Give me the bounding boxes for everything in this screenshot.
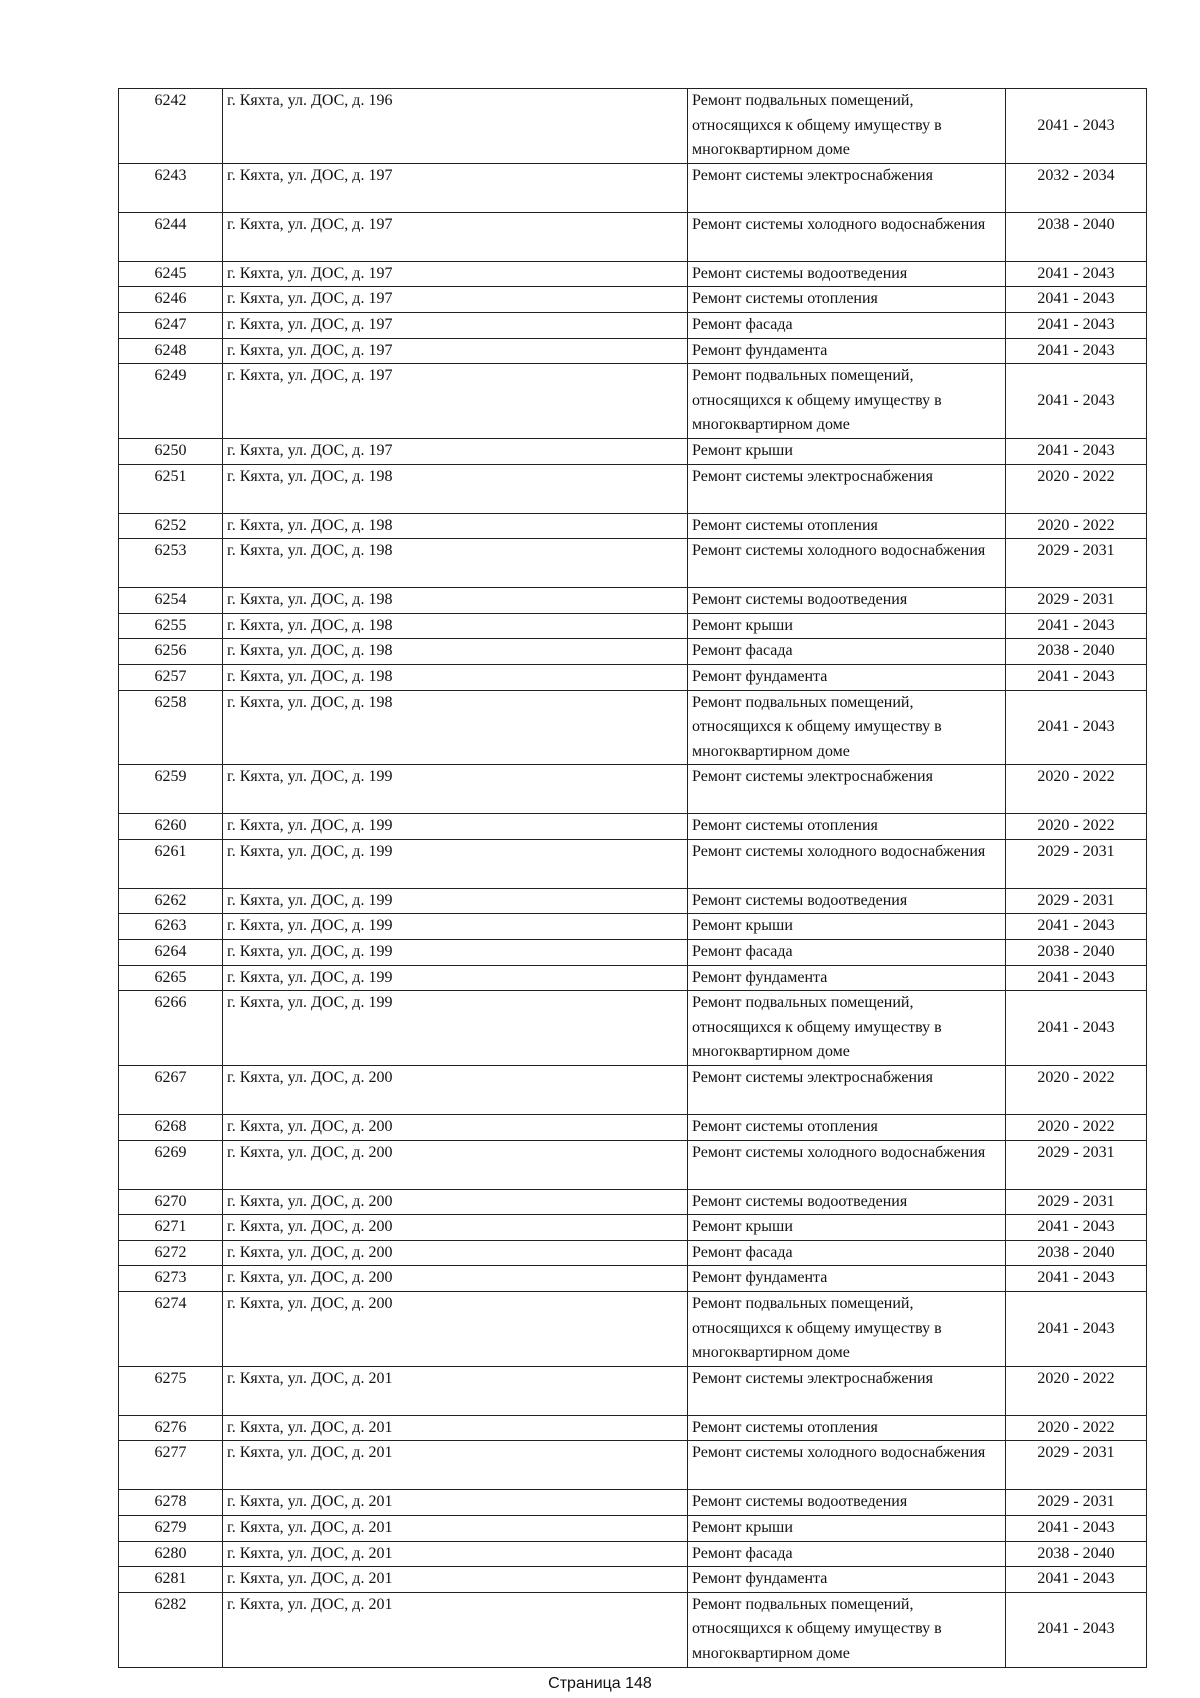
row-number: 6259 [119, 765, 223, 814]
table-row [119, 1140, 1147, 1189]
period-cell: 2020 - 2022 [1006, 1366, 1147, 1415]
period-cell: 2032 - 2034 [1006, 163, 1147, 212]
period-cell: 2029 - 2031 [1006, 1441, 1147, 1490]
table-row [119, 991, 1147, 1066]
period-cell: 2041 - 2043 [1006, 1292, 1147, 1367]
table-row [119, 1066, 1147, 1115]
row-number: 6247 [119, 312, 223, 338]
address-cell: г. Кяхта, ул. ДОС, д. 197 [223, 287, 688, 313]
address-cell: г. Кяхта, ул. ДОС, д. 200 [223, 1266, 688, 1292]
address-cell: г. Кяхта, ул. ДОС, д. 197 [223, 163, 688, 212]
row-number: 6264 [119, 940, 223, 966]
table-row [119, 212, 1147, 261]
table-row [119, 1366, 1147, 1415]
table-row [119, 690, 1147, 765]
table-row [119, 914, 1147, 940]
work-type-cell: Ремонт фасада [688, 1541, 1006, 1567]
row-number: 6277 [119, 1441, 223, 1490]
table-row [119, 965, 1147, 991]
row-number: 6278 [119, 1490, 223, 1516]
work-type-cell: Ремонт системы холодного водоснабжения [688, 839, 1006, 888]
period-cell: 2029 - 2031 [1006, 839, 1147, 888]
table-row [119, 163, 1147, 212]
table-row [119, 89, 1147, 164]
row-number: 6253 [119, 539, 223, 588]
row-number: 6256 [119, 639, 223, 665]
address-cell: г. Кяхта, ул. ДОС, д. 199 [223, 765, 688, 814]
work-type-cell: Ремонт системы холодного водоснабжения [688, 1140, 1006, 1189]
work-type-cell: Ремонт системы электроснабжения [688, 765, 1006, 814]
table-row [119, 613, 1147, 639]
table-row [119, 1292, 1147, 1367]
address-cell: г. Кяхта, ул. ДОС, д. 200 [223, 1240, 688, 1266]
period-cell: 2029 - 2031 [1006, 888, 1147, 914]
address-cell: г. Кяхта, ул. ДОС, д. 199 [223, 888, 688, 914]
period-cell: 2041 - 2043 [1006, 261, 1147, 287]
page-number: Страница 148 [548, 1675, 652, 1692]
address-cell: г. Кяхта, ул. ДОС, д. 198 [223, 539, 688, 588]
period-cell: 2041 - 2043 [1006, 965, 1147, 991]
work-type-cell: Ремонт системы электроснабжения [688, 464, 1006, 513]
table-row [119, 1115, 1147, 1141]
table-row [119, 364, 1147, 439]
period-cell: 2041 - 2043 [1006, 1266, 1147, 1292]
work-type-cell: Ремонт крыши [688, 914, 1006, 940]
work-type-cell: Ремонт системы водоотведения [688, 588, 1006, 614]
address-cell: г. Кяхта, ул. ДОС, д. 197 [223, 338, 688, 364]
period-cell: 2041 - 2043 [1006, 287, 1147, 313]
work-type-cell: Ремонт крыши [688, 1215, 1006, 1241]
address-cell: г. Кяхта, ул. ДОС, д. 200 [223, 1115, 688, 1141]
address-cell: г. Кяхта, ул. ДОС, д. 198 [223, 613, 688, 639]
work-type-cell: Ремонт системы холодного водоснабжения [688, 1441, 1006, 1490]
row-number: 6243 [119, 163, 223, 212]
row-number: 6276 [119, 1415, 223, 1441]
period-cell: 2038 - 2040 [1006, 1240, 1147, 1266]
row-number: 6249 [119, 364, 223, 439]
table-row [119, 1240, 1147, 1266]
row-number: 6261 [119, 839, 223, 888]
period-cell: 2041 - 2043 [1006, 338, 1147, 364]
work-type-cell: Ремонт крыши [688, 438, 1006, 464]
row-number: 6279 [119, 1515, 223, 1541]
row-number: 6246 [119, 287, 223, 313]
period-cell: 2041 - 2043 [1006, 438, 1147, 464]
address-cell: г. Кяхта, ул. ДОС, д. 198 [223, 690, 688, 765]
work-type-cell: Ремонт системы водоотведения [688, 888, 1006, 914]
period-cell: 2041 - 2043 [1006, 1567, 1147, 1593]
period-cell: 2020 - 2022 [1006, 814, 1147, 840]
period-cell: 2041 - 2043 [1006, 1515, 1147, 1541]
row-number: 6245 [119, 261, 223, 287]
row-number: 6254 [119, 588, 223, 614]
table-row [119, 1515, 1147, 1541]
table-row [119, 261, 1147, 287]
work-type-cell: Ремонт фундамента [688, 1567, 1006, 1593]
row-number: 6265 [119, 965, 223, 991]
period-cell: 2041 - 2043 [1006, 312, 1147, 338]
row-number: 6281 [119, 1567, 223, 1593]
period-cell: 2041 - 2043 [1006, 364, 1147, 439]
address-cell: г. Кяхта, ул. ДОС, д. 198 [223, 464, 688, 513]
work-type-cell: Ремонт подвальных помещений, относящихся к общему имуществу в многоквартирном доме [688, 1592, 1006, 1667]
period-cell: 2020 - 2022 [1006, 765, 1147, 814]
address-cell: г. Кяхта, ул. ДОС, д. 199 [223, 839, 688, 888]
row-number: 6272 [119, 1240, 223, 1266]
work-type-cell: Ремонт системы отопления [688, 287, 1006, 313]
table-row [119, 287, 1147, 313]
address-cell: г. Кяхта, ул. ДОС, д. 199 [223, 914, 688, 940]
table-row [119, 1266, 1147, 1292]
address-cell: г. Кяхта, ул. ДОС, д. 201 [223, 1366, 688, 1415]
address-cell: г. Кяхта, ул. ДОС, д. 201 [223, 1541, 688, 1567]
address-cell: г. Кяхта, ул. ДОС, д. 200 [223, 1215, 688, 1241]
address-cell: г. Кяхта, ул. ДОС, д. 200 [223, 1140, 688, 1189]
period-cell: 2041 - 2043 [1006, 89, 1147, 164]
address-cell: г. Кяхта, ул. ДОС, д. 201 [223, 1592, 688, 1667]
work-type-cell: Ремонт фундамента [688, 1266, 1006, 1292]
work-type-cell: Ремонт системы холодного водоснабжения [688, 539, 1006, 588]
address-cell: г. Кяхта, ул. ДОС, д. 199 [223, 991, 688, 1066]
table-row [119, 513, 1147, 539]
period-cell: 2020 - 2022 [1006, 464, 1147, 513]
table-row [119, 765, 1147, 814]
table-row [119, 888, 1147, 914]
work-type-cell: Ремонт фундамента [688, 338, 1006, 364]
address-cell: г. Кяхта, ул. ДОС, д. 201 [223, 1415, 688, 1441]
table-row [119, 1415, 1147, 1441]
work-type-cell: Ремонт крыши [688, 613, 1006, 639]
row-number: 6271 [119, 1215, 223, 1241]
row-number: 6244 [119, 212, 223, 261]
table-row [119, 464, 1147, 513]
work-type-cell: Ремонт системы отопления [688, 1115, 1006, 1141]
work-type-cell: Ремонт системы отопления [688, 1415, 1006, 1441]
row-number: 6250 [119, 438, 223, 464]
period-cell: 2041 - 2043 [1006, 613, 1147, 639]
address-cell: г. Кяхта, ул. ДОС, д. 201 [223, 1515, 688, 1541]
work-type-cell: Ремонт фасада [688, 639, 1006, 665]
row-number: 6270 [119, 1189, 223, 1215]
work-type-cell: Ремонт системы электроснабжения [688, 1366, 1006, 1415]
period-cell: 2029 - 2031 [1006, 1140, 1147, 1189]
address-cell: г. Кяхта, ул. ДОС, д. 200 [223, 1189, 688, 1215]
work-type-cell: Ремонт системы отопления [688, 513, 1006, 539]
row-number: 6275 [119, 1366, 223, 1415]
period-cell: 2020 - 2022 [1006, 513, 1147, 539]
period-cell: 2041 - 2043 [1006, 991, 1147, 1066]
row-number: 6260 [119, 814, 223, 840]
table-row [119, 1567, 1147, 1593]
address-cell: г. Кяхта, ул. ДОС, д. 197 [223, 438, 688, 464]
work-type-cell: Ремонт фундамента [688, 965, 1006, 991]
address-cell: г. Кяхта, ул. ДОС, д. 198 [223, 639, 688, 665]
period-cell: 2020 - 2022 [1006, 1115, 1147, 1141]
table-row [119, 839, 1147, 888]
period-cell: 2038 - 2040 [1006, 212, 1147, 261]
table-row [119, 1490, 1147, 1516]
work-type-cell: Ремонт системы водоотведения [688, 1490, 1006, 1516]
period-cell: 2020 - 2022 [1006, 1066, 1147, 1115]
work-type-cell: Ремонт фасада [688, 1240, 1006, 1266]
address-cell: г. Кяхта, ул. ДОС, д. 199 [223, 940, 688, 966]
address-cell: г. Кяхта, ул. ДОС, д. 199 [223, 965, 688, 991]
row-number: 6251 [119, 464, 223, 513]
work-type-cell: Ремонт фасада [688, 940, 1006, 966]
row-number: 6242 [119, 89, 223, 164]
row-number: 6262 [119, 888, 223, 914]
work-type-cell: Ремонт системы электроснабжения [688, 163, 1006, 212]
period-cell: 2020 - 2022 [1006, 1415, 1147, 1441]
address-cell: г. Кяхта, ул. ДОС, д. 197 [223, 212, 688, 261]
row-number: 6268 [119, 1115, 223, 1141]
repair-schedule-table [118, 88, 1147, 1668]
period-cell: 2041 - 2043 [1006, 1215, 1147, 1241]
period-cell: 2029 - 2031 [1006, 588, 1147, 614]
table-row [119, 338, 1147, 364]
address-cell: г. Кяхта, ул. ДОС, д. 201 [223, 1567, 688, 1593]
table-row [119, 1189, 1147, 1215]
row-number: 6266 [119, 991, 223, 1066]
work-type-cell: Ремонт системы водоотведения [688, 1189, 1006, 1215]
table-row [119, 1441, 1147, 1490]
row-number: 6248 [119, 338, 223, 364]
table-row [119, 639, 1147, 665]
address-cell: г. Кяхта, ул. ДОС, д. 197 [223, 364, 688, 439]
work-type-cell: Ремонт подвальных помещений, относящихся к общему имуществу в многоквартирном доме [688, 1292, 1006, 1367]
period-cell: 2041 - 2043 [1006, 664, 1147, 690]
row-number: 6255 [119, 613, 223, 639]
period-cell: 2038 - 2040 [1006, 940, 1147, 966]
period-cell: 2029 - 2031 [1006, 1189, 1147, 1215]
address-cell: г. Кяхта, ул. ДОС, д. 197 [223, 261, 688, 287]
address-cell: г. Кяхта, ул. ДОС, д. 196 [223, 89, 688, 164]
table-row [119, 312, 1147, 338]
work-type-cell: Ремонт подвальных помещений, относящихся к общему имуществу в многоквартирном доме [688, 991, 1006, 1066]
period-cell: 2041 - 2043 [1006, 690, 1147, 765]
table-row [119, 1592, 1147, 1667]
table-row [119, 539, 1147, 588]
address-cell: г. Кяхта, ул. ДОС, д. 197 [223, 312, 688, 338]
row-number: 6282 [119, 1592, 223, 1667]
work-type-cell: Ремонт фундамента [688, 664, 1006, 690]
period-cell: 2029 - 2031 [1006, 539, 1147, 588]
table-body [119, 89, 1147, 1668]
address-cell: г. Кяхта, ул. ДОС, д. 199 [223, 814, 688, 840]
table-row [119, 814, 1147, 840]
table-row [119, 438, 1147, 464]
work-type-cell: Ремонт системы электроснабжения [688, 1066, 1006, 1115]
address-cell: г. Кяхта, ул. ДОС, д. 201 [223, 1490, 688, 1516]
address-cell: г. Кяхта, ул. ДОС, д. 200 [223, 1066, 688, 1115]
row-number: 6280 [119, 1541, 223, 1567]
work-type-cell: Ремонт крыши [688, 1515, 1006, 1541]
row-number: 6257 [119, 664, 223, 690]
row-number: 6274 [119, 1292, 223, 1367]
table-row [119, 1215, 1147, 1241]
row-number: 6269 [119, 1140, 223, 1189]
address-cell: г. Кяхта, ул. ДОС, д. 198 [223, 513, 688, 539]
row-number: 6273 [119, 1266, 223, 1292]
period-cell: 2038 - 2040 [1006, 1541, 1147, 1567]
address-cell: г. Кяхта, ул. ДОС, д. 198 [223, 664, 688, 690]
work-type-cell: Ремонт системы холодного водоснабжения [688, 212, 1006, 261]
period-cell: 2029 - 2031 [1006, 1490, 1147, 1516]
address-cell: г. Кяхта, ул. ДОС, д. 201 [223, 1441, 688, 1490]
period-cell: 2038 - 2040 [1006, 639, 1147, 665]
row-number: 6258 [119, 690, 223, 765]
row-number: 6263 [119, 914, 223, 940]
table-row [119, 664, 1147, 690]
work-type-cell: Ремонт подвальных помещений, относящихся к общему имуществу в многоквартирном доме [688, 690, 1006, 765]
table-row [119, 1541, 1147, 1567]
work-type-cell: Ремонт подвальных помещений, относящихся к общему имуществу в многоквартирном доме [688, 364, 1006, 439]
work-type-cell: Ремонт системы отопления [688, 814, 1006, 840]
row-number: 6252 [119, 513, 223, 539]
work-type-cell: Ремонт подвальных помещений, относящихся к общему имуществу в многоквартирном доме [688, 89, 1006, 164]
work-type-cell: Ремонт системы водоотведения [688, 261, 1006, 287]
address-cell: г. Кяхта, ул. ДОС, д. 198 [223, 588, 688, 614]
period-cell: 2041 - 2043 [1006, 1592, 1147, 1667]
table-row [119, 940, 1147, 966]
period-cell: 2041 - 2043 [1006, 914, 1147, 940]
row-number: 6267 [119, 1066, 223, 1115]
address-cell: г. Кяхта, ул. ДОС, д. 200 [223, 1292, 688, 1367]
work-type-cell: Ремонт фасада [688, 312, 1006, 338]
table-row [119, 588, 1147, 614]
